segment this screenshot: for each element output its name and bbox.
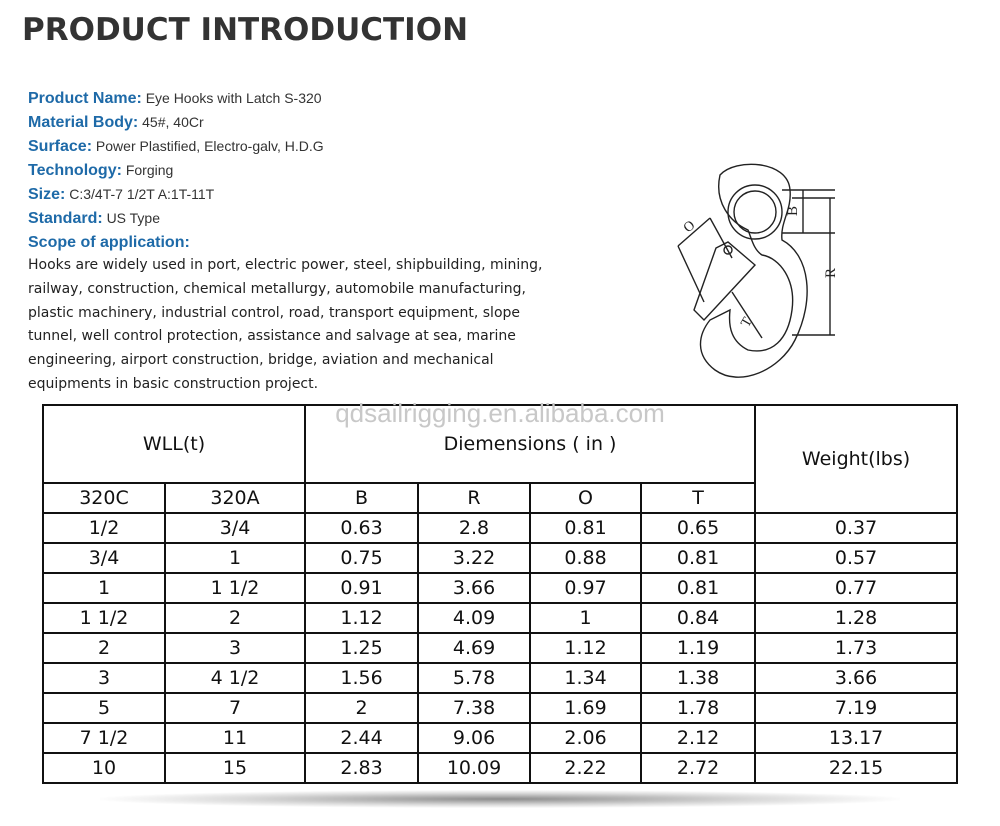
spec-label: Scope of application: xyxy=(28,234,190,251)
table-cell: 1.25 xyxy=(305,633,418,663)
spec-scope xyxy=(28,230,548,254)
table-cell: 0.88 xyxy=(530,543,641,573)
table-cell: 3.22 xyxy=(418,543,530,573)
spec-label: Technology: xyxy=(28,162,122,179)
hook-body-outline xyxy=(700,164,807,377)
table-row xyxy=(43,753,957,783)
dim-o-end1 xyxy=(678,246,704,302)
spec-size xyxy=(28,182,548,206)
table-cell: 3.66 xyxy=(418,573,530,603)
table-cell: 10.09 xyxy=(418,753,530,783)
table-cell: 2.72 xyxy=(641,753,755,783)
hook-diagram xyxy=(670,160,870,400)
header-wll: WLL(t) xyxy=(43,405,305,483)
table-cell: 1.69 xyxy=(530,693,641,723)
spec-surface xyxy=(28,134,548,158)
table-cell: 3 xyxy=(43,663,165,693)
spec-value: Eye Hooks with Latch S-320 xyxy=(145,90,322,106)
table-cell: 0.91 xyxy=(305,573,418,603)
table-cell: 22.15 xyxy=(755,753,957,783)
table-cell: 1 xyxy=(43,573,165,603)
dim-label-b: B xyxy=(785,205,801,216)
table-cell: 3.66 xyxy=(755,663,957,693)
table-cell: 2.06 xyxy=(530,723,641,753)
spec-label: Product Name: xyxy=(28,90,142,107)
table-cell: 0.75 xyxy=(305,543,418,573)
table-cell: 7.38 xyxy=(418,693,530,723)
subheader-cell: O xyxy=(530,483,641,513)
table-body xyxy=(43,513,957,783)
subheader-cell: T xyxy=(641,483,755,513)
hook-eye-inner xyxy=(734,191,776,233)
table-cell: 9.06 xyxy=(418,723,530,753)
table-cell: 1.78 xyxy=(641,693,755,723)
subheader-cell: B xyxy=(305,483,418,513)
table-cell: 4 1/2 xyxy=(165,663,305,693)
table-cell: 13.17 xyxy=(755,723,957,753)
table-cell: 2.12 xyxy=(641,723,755,753)
table-header-row xyxy=(43,405,957,483)
table-row xyxy=(43,513,957,543)
table-row xyxy=(43,573,957,603)
dim-t-line xyxy=(732,292,762,338)
table-cell: 0.81 xyxy=(641,543,755,573)
table-cell: 2.44 xyxy=(305,723,418,753)
table-cell: 1 xyxy=(530,603,641,633)
spec-label: Material Body: xyxy=(28,114,139,131)
table-cell: 1/2 xyxy=(43,513,165,543)
table-row xyxy=(43,663,957,693)
product-specs xyxy=(28,86,548,397)
spec-value: 45#, 40Cr xyxy=(142,114,204,130)
header-dimensions: Diemensions ( in ) xyxy=(305,405,755,483)
table-cell: 1.28 xyxy=(755,603,957,633)
hook-eye xyxy=(728,185,782,239)
spec-label: Size: xyxy=(28,186,66,203)
table-row xyxy=(43,633,957,663)
table-cell: 11 xyxy=(165,723,305,753)
table-cell: 3 xyxy=(165,633,305,663)
table-row xyxy=(43,693,957,723)
table-cell: 0.81 xyxy=(530,513,641,543)
table-cell: 4.69 xyxy=(418,633,530,663)
spec-value: C:3/4T-7 1/2T A:1T-11T xyxy=(69,186,215,202)
table-cell: 0.37 xyxy=(755,513,957,543)
table-cell: 1.73 xyxy=(755,633,957,663)
table-cell: 3/4 xyxy=(43,543,165,573)
table-cell: 2 xyxy=(43,633,165,663)
spec-standard xyxy=(28,206,548,230)
table-cell: 0.81 xyxy=(641,573,755,603)
subheader-cell: 320C xyxy=(43,483,165,513)
bottom-shadow xyxy=(100,790,900,808)
spec-technology xyxy=(28,158,548,182)
subheader-cell: R xyxy=(418,483,530,513)
table-cell: 0.63 xyxy=(305,513,418,543)
table-cell: 5 xyxy=(43,693,165,723)
table-cell: 3/4 xyxy=(165,513,305,543)
table-cell: 2.22 xyxy=(530,753,641,783)
dim-o-end2 xyxy=(710,218,732,258)
spec-product-name xyxy=(28,86,548,110)
spec-value: Forging xyxy=(125,162,174,178)
subheader-cell: 320A xyxy=(165,483,305,513)
table-cell: 0.84 xyxy=(641,603,755,633)
latch-outline xyxy=(694,242,755,320)
table-cell: 7 xyxy=(165,693,305,723)
watermark: qdsailrigging.en.alibaba.com xyxy=(335,398,665,428)
dim-label-o: O xyxy=(680,218,699,237)
spec-value: Power Plastified, Electro-galv, H.D.G xyxy=(95,138,324,154)
header-weight: Weight(lbs) xyxy=(755,405,957,513)
table-cell: 2 xyxy=(305,693,418,723)
spec-material-body xyxy=(28,110,548,134)
table-cell: 1 xyxy=(165,543,305,573)
table-cell: 1.34 xyxy=(530,663,641,693)
table-cell: 1.56 xyxy=(305,663,418,693)
table-cell: 2.8 xyxy=(418,513,530,543)
spec-label: Standard: xyxy=(28,210,103,227)
table-cell: 0.57 xyxy=(755,543,957,573)
table-cell: 2 xyxy=(165,603,305,633)
table-cell: 1.12 xyxy=(530,633,641,663)
page-title: PRODUCT INTRODUCTION xyxy=(22,12,469,48)
dim-label-r: R xyxy=(823,267,839,278)
table-cell: 2.83 xyxy=(305,753,418,783)
table-cell: 1.12 xyxy=(305,603,418,633)
table-cell: 1.19 xyxy=(641,633,755,663)
table-cell: 5.78 xyxy=(418,663,530,693)
table-row xyxy=(43,543,957,573)
table-cell: 0.97 xyxy=(530,573,641,603)
table-cell: 1 1/2 xyxy=(43,603,165,633)
table-cell: 1.38 xyxy=(641,663,755,693)
table-cell: 1 1/2 xyxy=(165,573,305,603)
table-row xyxy=(43,723,957,753)
dim-label-t: T xyxy=(738,315,756,330)
spec-label: Surface: xyxy=(28,138,93,155)
table-cell: 10 xyxy=(43,753,165,783)
table-cell: 0.65 xyxy=(641,513,755,543)
table-cell: 15 xyxy=(165,753,305,783)
table-cell: 7 1/2 xyxy=(43,723,165,753)
dimensions-table xyxy=(42,404,958,784)
scope-description: Hooks are widely used in port, electric power, steel, shipbuilding, mining, railway, construction, chemical metallurgy, automobile manufacturing, plastic machinery, industrial control, road, transport equipment, slope tunnel, well control protection, assistance and salvage at sea, marine engineering, airport construction, bridge, aviation and mechanical equipments in basic construction project. xyxy=(28,257,543,392)
spec-value: US Type xyxy=(106,210,160,226)
table-row xyxy=(43,603,957,633)
table-cell: 0.77 xyxy=(755,573,957,603)
table-cell: 7.19 xyxy=(755,693,957,723)
table-cell: 4.09 xyxy=(418,603,530,633)
